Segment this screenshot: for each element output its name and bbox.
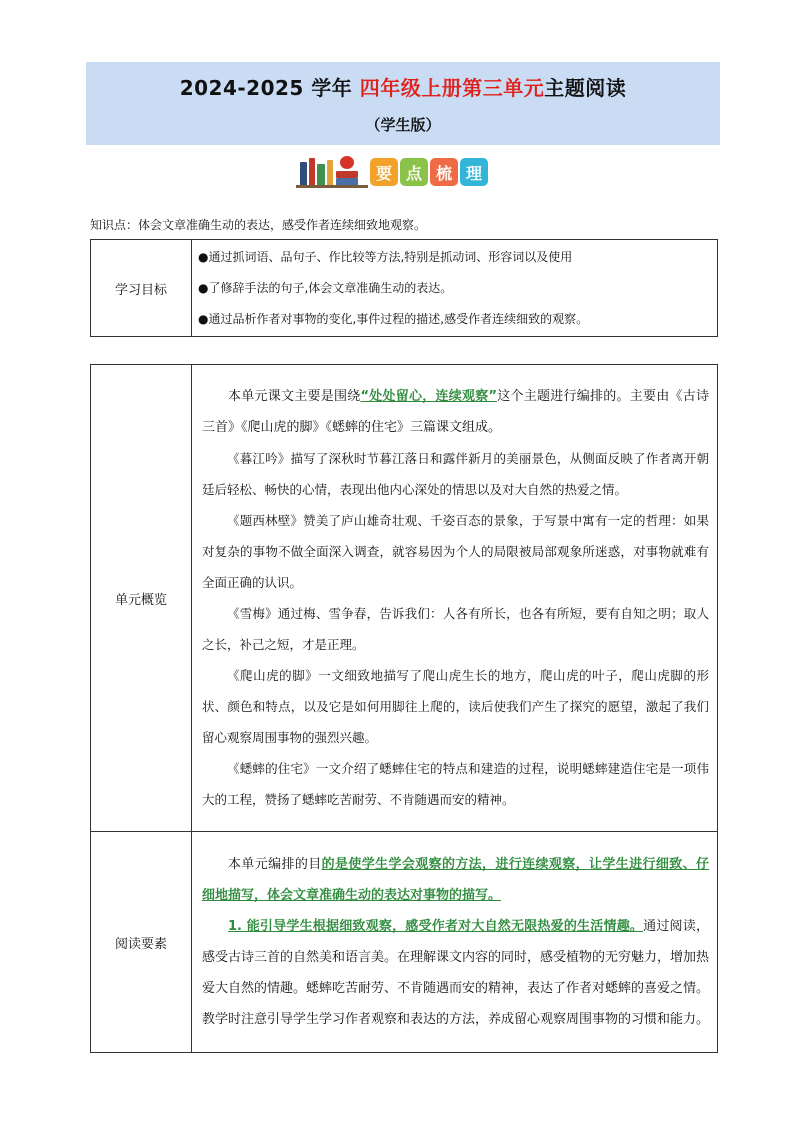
title-suffix: 主题阅读 — [544, 76, 627, 100]
goal-item: ●通过品析作者对事物的变化,事件过程的描述,感受作者连续细致的观察。 — [198, 311, 589, 326]
badge-char: 点 — [400, 158, 428, 186]
overview-paragraph: 《暮江吟》描写了深秋时节暮江落日和露伴新月的美丽景色，从侧面反映了作者离开朝廷后轻松、畅快的心情，表现出他内心深处的情思以及对大自然的热爱之情。 — [202, 451, 709, 497]
header-banner — [86, 62, 720, 145]
overview-paragraph: 《雪梅》通过梅、雪争春，告诉我们：人各有所长，也各有所短，要有自知之明；取人之长，补己之短，才是正理。 — [202, 606, 709, 652]
reading-content — [192, 832, 718, 1053]
goal-item: ●了修辞手法的句子,体会文章准确生动的表达。 — [198, 280, 453, 295]
reading-label: 阅读要素 — [91, 832, 192, 1053]
badge-chars — [370, 158, 488, 186]
overview-content — [192, 365, 718, 832]
title-highlight: 四年级上册第三单元 — [359, 76, 545, 100]
goal-item: ●通过抓词语、品句子、作比较等方法,特别是抓动词、形容词以及使用 — [198, 249, 573, 264]
goals-table — [90, 239, 718, 337]
reading-paragraph: 本单元编排的目的是使学生学会观察的方法，进行连续观察，让学生进行细致、仔细地描写，体会文章准确生动的表达对事物的描写。 — [202, 857, 709, 903]
badge-char: 要 — [370, 158, 398, 186]
document-title — [86, 72, 720, 101]
document-subtitle: （学生版） — [365, 116, 441, 134]
books-icon — [296, 154, 368, 188]
title-prefix: 2024-2025 学年 — [179, 76, 360, 100]
unit-table — [90, 364, 718, 1053]
overview-label: 单元概览 — [91, 365, 192, 832]
reading-goal-highlight: 的是使学生学会观察的方法，进行连续观察，让学生进行细致、仔细地描写，体会文章准确生动的表达对事物的描写。 — [202, 857, 709, 903]
badge-char: 理 — [460, 158, 488, 186]
overview-paragraph: 《蟋蟀的住宅》一文介绍了蟋蟀住宅的特点和建造的过程，说明蟋蟀建造住宅是一项伟大的工程，赞扬了蟋蟀吃苦耐劳、不肯随遇而安的精神。 — [202, 761, 709, 807]
overview-paragraph: 《题西林壁》赞美了庐山雄奇壮观、千姿百态的景象，于写景中寓有一定的哲理：如果对复杂的事物不做全面深入调查，就容易因为个人的局限被局部观象所迷惑，对事物就难有全面正确的认识。 — [202, 513, 709, 590]
reading-point-highlight: 1. 能引导学生根据细致观察，感受作者对大自然无限热爱的生活情趣。 — [228, 919, 644, 934]
section-badge — [296, 154, 488, 188]
overview-paragraph: 《爬山虎的脚》一文细致地描写了爬山虎生长的地方，爬山虎的叶子，爬山虎脚的形状、颜色和特点，以及它是如何用脚往上爬的，读后使我们产生了探究的愿望，激起了我们留心观察周围事物的强烈兴趣。 — [202, 668, 709, 745]
overview-intro: 本单元课文主要是围绕“处处留心，连续观察”这个主题进行编排的。主要由《古诗三首》《爬山虎的脚》《蟋蟀的住宅》三篇课文组成。 — [202, 389, 709, 435]
overview-theme: “处处留心，连续观察” — [360, 389, 498, 404]
knowledge-point: 知识点：体会文章准确生动的表达，感受作者连续细致地观察。 — [90, 218, 427, 232]
goals-content — [192, 240, 718, 337]
apple-icon — [340, 156, 354, 169]
reading-paragraph: 1. 能引导学生根据细致观察，感受作者对大自然无限热爱的生活情趣。通过阅读，感受古诗三首的自然美和语言美。在理解课文内容的同时，感受植物的无穷魅力，增加热爱大自然的情趣。蟋蟀吃苦耐劳、不肯随遇而安的精神，表达了作者对蟋蟀的喜爱之情。教学时注意引导学生学习作者观察和表达的方法，养成留心观察周围事物的习惯和能力。 — [202, 919, 710, 1027]
goals-label: 学习目标 — [91, 240, 192, 337]
badge-char: 梳 — [430, 158, 458, 186]
